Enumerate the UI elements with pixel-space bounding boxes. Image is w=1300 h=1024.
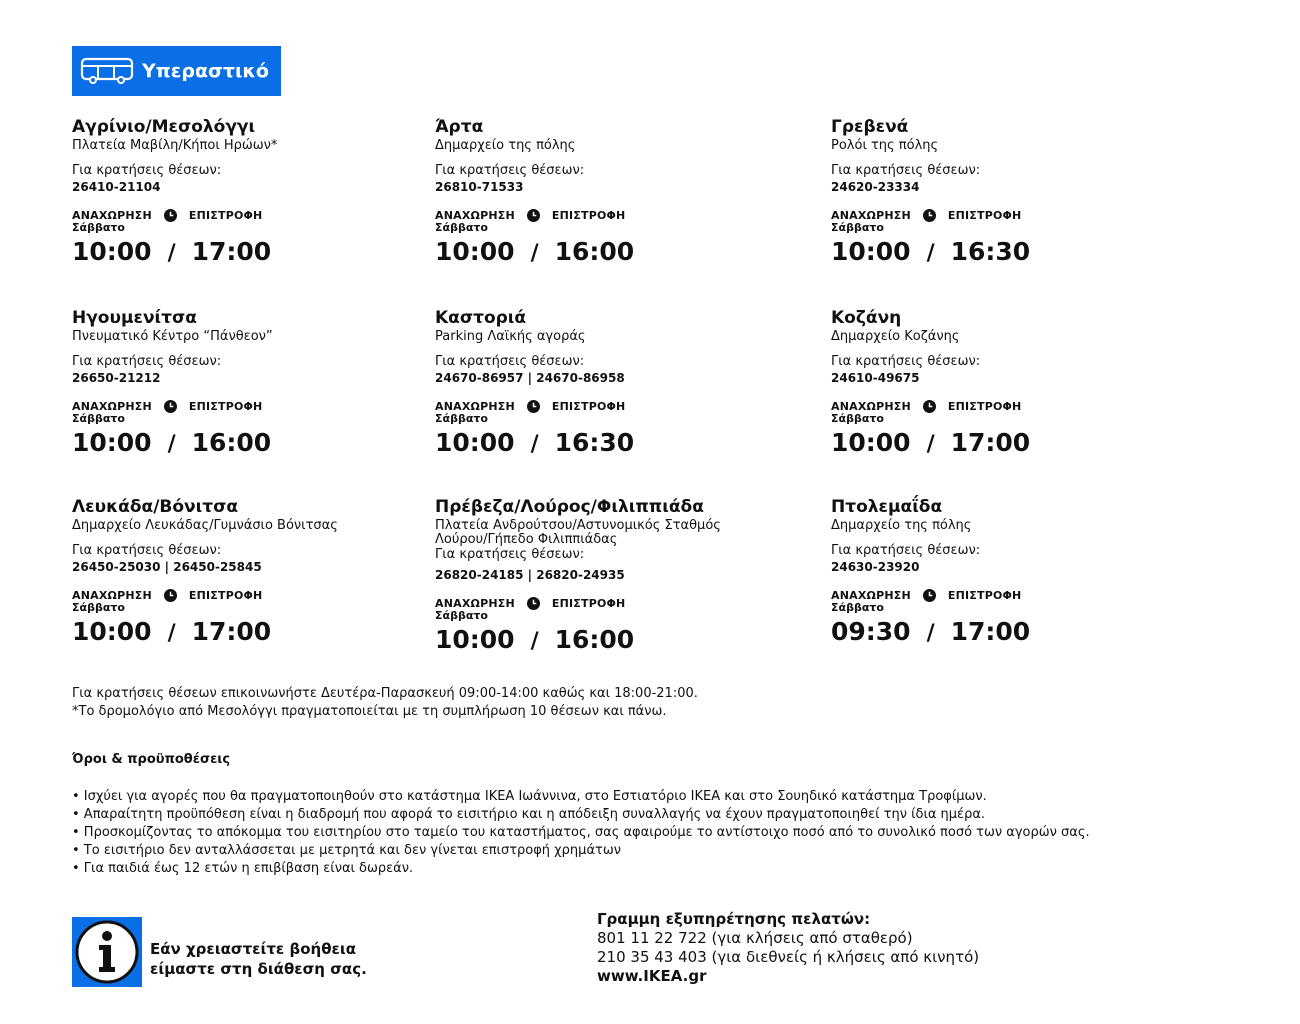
route-location: Δημαρχείο Κοζάνης [831,329,960,344]
info-box [72,917,142,987]
day-label: Σάββατο [72,601,125,614]
return-time: 16:00 [554,625,635,654]
return-time: 17:00 [950,617,1031,646]
departure-label: ΑΝΑΧΩΡΗΣΗ [435,400,515,413]
time-separator: / [167,621,176,646]
time-separator: / [167,432,176,457]
departure-label: ΑΝΑΧΩΡΗΣΗ [435,209,515,222]
page-title: Υπεραστικό [142,60,269,82]
route-city: Καστοριά [435,308,527,328]
return-time: 17:00 [191,237,272,266]
route-location: Δημαρχείο της πόλης [435,138,576,153]
return-time: 16:30 [950,237,1031,266]
booking-hours-note: Για κρατήσεις θέσεων επικοινωνήστε Δευτέρα-Παρασκευή 09:00-14:00 καθώς και 18:00-21:00. [72,686,698,701]
departure-time: 09:30 [831,617,911,646]
clock-icon [527,209,540,222]
booking-label: Για κρατήσεις θέσεων: [435,163,585,178]
booking-phone: 26820-24185 | 26820-24935 [435,568,625,582]
return-time: 16:00 [191,428,272,457]
route-city: Αγρίνιο/Μεσολόγγι [72,117,256,137]
time-separator: / [167,241,176,266]
phone-mobile: 210 35 43 403 (για διεθνείς ή κλήσεις από κινητό) [597,948,980,966]
booking-label: Για κρατήσεις θέσεων: [831,354,981,369]
return-label: ΕΠΙΣΤΡΟΦΗ [551,400,626,413]
departure-label: ΑΝΑΧΩΡΗΣΗ [72,400,152,413]
departure-label: ΑΝΑΧΩΡΗΣΗ [435,597,515,610]
day-label: Σάββατο [435,412,488,425]
booking-label: Για κρατήσεις θέσεων: [435,547,585,562]
route-card [72,116,432,270]
route-card [435,496,735,658]
booking-phone: 24620-23334 [831,180,920,194]
terms-item: • Για παιδιά έως 12 ετών η επιβίβαση είναι δωρεάν. [72,861,414,876]
return-label: ΕΠΙΣΤΡΟΦΗ [188,209,263,222]
route-location: Πνευματικό Κέντρο “Πάνθεον” [72,329,273,344]
return-label: ΕΠΙΣΤΡΟΦΗ [947,209,1022,222]
departure-label: ΑΝΑΧΩΡΗΣΗ [831,400,911,413]
return-time: 16:00 [554,237,635,266]
return-time: 17:00 [950,428,1031,457]
departure-time: 10:00 [72,237,152,266]
clock-icon [164,400,177,413]
time-separator: / [926,432,935,457]
route-card [435,116,795,270]
booking-label: Για κρατήσεις θέσεων: [72,543,222,558]
departure-label: ΑΝΑΧΩΡΗΣΗ [831,589,911,602]
route-location: Ρολόι της πόλης [831,138,939,153]
day-label: Σάββατο [435,609,488,622]
route-location: Πλατεία Μαβίλη/Κήποι Ηρώων* [72,138,278,153]
clock-icon [527,597,540,610]
day-label: Σάββατο [831,412,884,425]
info-icon [72,917,142,987]
booking-phone: 26450-25030 | 26450-25845 [72,560,262,574]
return-label: ΕΠΙΣΤΡΟΦΗ [551,597,626,610]
return-label: ΕΠΙΣΤΡΟΦΗ [947,400,1022,413]
departure-time: 10:00 [435,428,515,457]
booking-label: Για κρατήσεις θέσεων: [831,163,981,178]
route-city: Κοζάνη [831,308,902,328]
return-label: ΕΠΙΣΤΡΟΦΗ [188,589,263,602]
terms-list [72,788,1090,878]
return-time: 17:00 [191,617,272,646]
route-card [435,307,795,461]
mesolongi-note: *Το δρομολόγιο από Μεσολόγγι πραγματοποιείται με τη συμπλήρωση 10 θέσεων και πάνω. [72,704,667,719]
terms-item: • Το εισιτήριο δεν ανταλλάσσεται με μετρητά και δεν γίνεται επιστροφή χρημάτων [72,843,621,858]
customer-service-title: Γραμμη εξυπηρέτησης πελατών: [597,910,871,928]
terms-item: • Ισχύει για αγορές που θα πραγματοποιηθούν στο κατάστημα IKEA Ιωάννινα, στο Εστιατόριο IKEA και στο Σουηδικό κατάστημα Τροφίμων. [72,789,987,804]
route-card [831,116,1191,270]
terms-item: • Προσκομίζοντας το απόκομμα του εισιτηρίου στο ταμείο του καταστήματος, σας αφαιρούμε το αντίστοιχο ποσό από το συνολικό ποσό των αγορών σας. [72,825,1090,840]
day-label: Σάββατο [435,221,488,234]
clock-icon [527,400,540,413]
departure-time: 10:00 [72,617,152,646]
route-city: Λευκάδα/Βόνιτσα [72,497,239,517]
departure-time: 10:00 [831,428,911,457]
route-card [72,496,432,650]
time-separator: / [926,241,935,266]
clock-icon [923,209,936,222]
terms-title: Όροι & προϋποθέσεις [72,752,231,767]
day-label: Σάββατο [72,221,125,234]
route-card [831,496,1191,650]
route-city: Γρεβενά [831,117,909,137]
booking-phone: 26810-71533 [435,180,524,194]
route-card [72,307,432,461]
booking-notes [72,685,698,721]
departure-time: 10:00 [435,625,515,654]
return-label: ΕΠΙΣΤΡΟΦΗ [188,400,263,413]
departure-label: ΑΝΑΧΩΡΗΣΗ [831,209,911,222]
departure-time: 10:00 [72,428,152,457]
help-line-1: Εάν χρειαστείτε βοήθεια [150,940,357,958]
terms-item: • Απαραίτητη προϋπόθεση είναι η διαδρομή που αφορά το εισιτήριο και η απόδειξη συναλλαγής να έχουν πραγματοποιηθεί την ίδια ημέρα. [72,807,986,822]
clock-icon [164,209,177,222]
customer-service [597,910,979,986]
booking-label: Για κρατήσεις θέσεων: [831,543,981,558]
departure-label: ΑΝΑΧΩΡΗΣΗ [72,209,152,222]
route-location: Πλατεία Ανδρούτσου/Αστυνομικός Σταθμός Λούρου/Γήπεδο Φιλιππιάδας [435,518,721,547]
day-label: Σάββατο [72,412,125,425]
route-city: Πρέβεζα/Λούρος/Φιλιππιάδα [435,497,704,517]
route-card [831,307,1191,461]
booking-phone: 24610-49675 [831,371,920,385]
route-city: Άρτα [435,117,484,137]
day-label: Σάββατο [831,601,884,614]
booking-phone: 24630-23920 [831,560,920,574]
booking-phone: 26650-21212 [72,371,161,385]
booking-phone: 26410-21104 [72,180,161,194]
clock-icon [923,400,936,413]
route-location: Parking Λαϊκής αγοράς [435,329,586,344]
time-separator: / [530,241,539,266]
booking-label: Για κρατήσεις θέσεων: [435,354,585,369]
bus-icon [80,56,134,86]
return-label: ΕΠΙΣΤΡΟΦΗ [947,589,1022,602]
booking-phone: 24670-86957 | 24670-86958 [435,371,625,385]
departure-time: 10:00 [435,237,515,266]
route-location: Δημαρχείο Λευκάδας/Γυμνάσιο Βόνιτσας [72,518,338,533]
route-city: Ηγουμενίτσα [72,308,197,328]
route-location: Δημαρχείο της πόλης [831,518,972,533]
return-time: 16:30 [554,428,635,457]
departure-label: ΑΝΑΧΩΡΗΣΗ [72,589,152,602]
day-label: Σάββατο [831,221,884,234]
route-city: Πτολεμαΐδα [831,497,943,517]
departure-time: 10:00 [831,237,911,266]
website-link[interactable]: www.IKEA.gr [597,967,707,985]
help-message [150,939,367,979]
time-separator: / [926,621,935,646]
time-separator: / [530,629,539,654]
clock-icon [923,589,936,602]
time-separator: / [530,432,539,457]
booking-label: Για κρατήσεις θέσεων: [72,354,222,369]
return-label: ΕΠΙΣΤΡΟΦΗ [551,209,626,222]
clock-icon [164,589,177,602]
help-line-2: είμαστε στη διάθεση σας. [150,960,367,978]
phone-landline: 801 11 22 722 (για κλήσεις από σταθερό) [597,929,913,947]
header-badge [72,46,281,96]
booking-label: Για κρατήσεις θέσεων: [72,163,222,178]
